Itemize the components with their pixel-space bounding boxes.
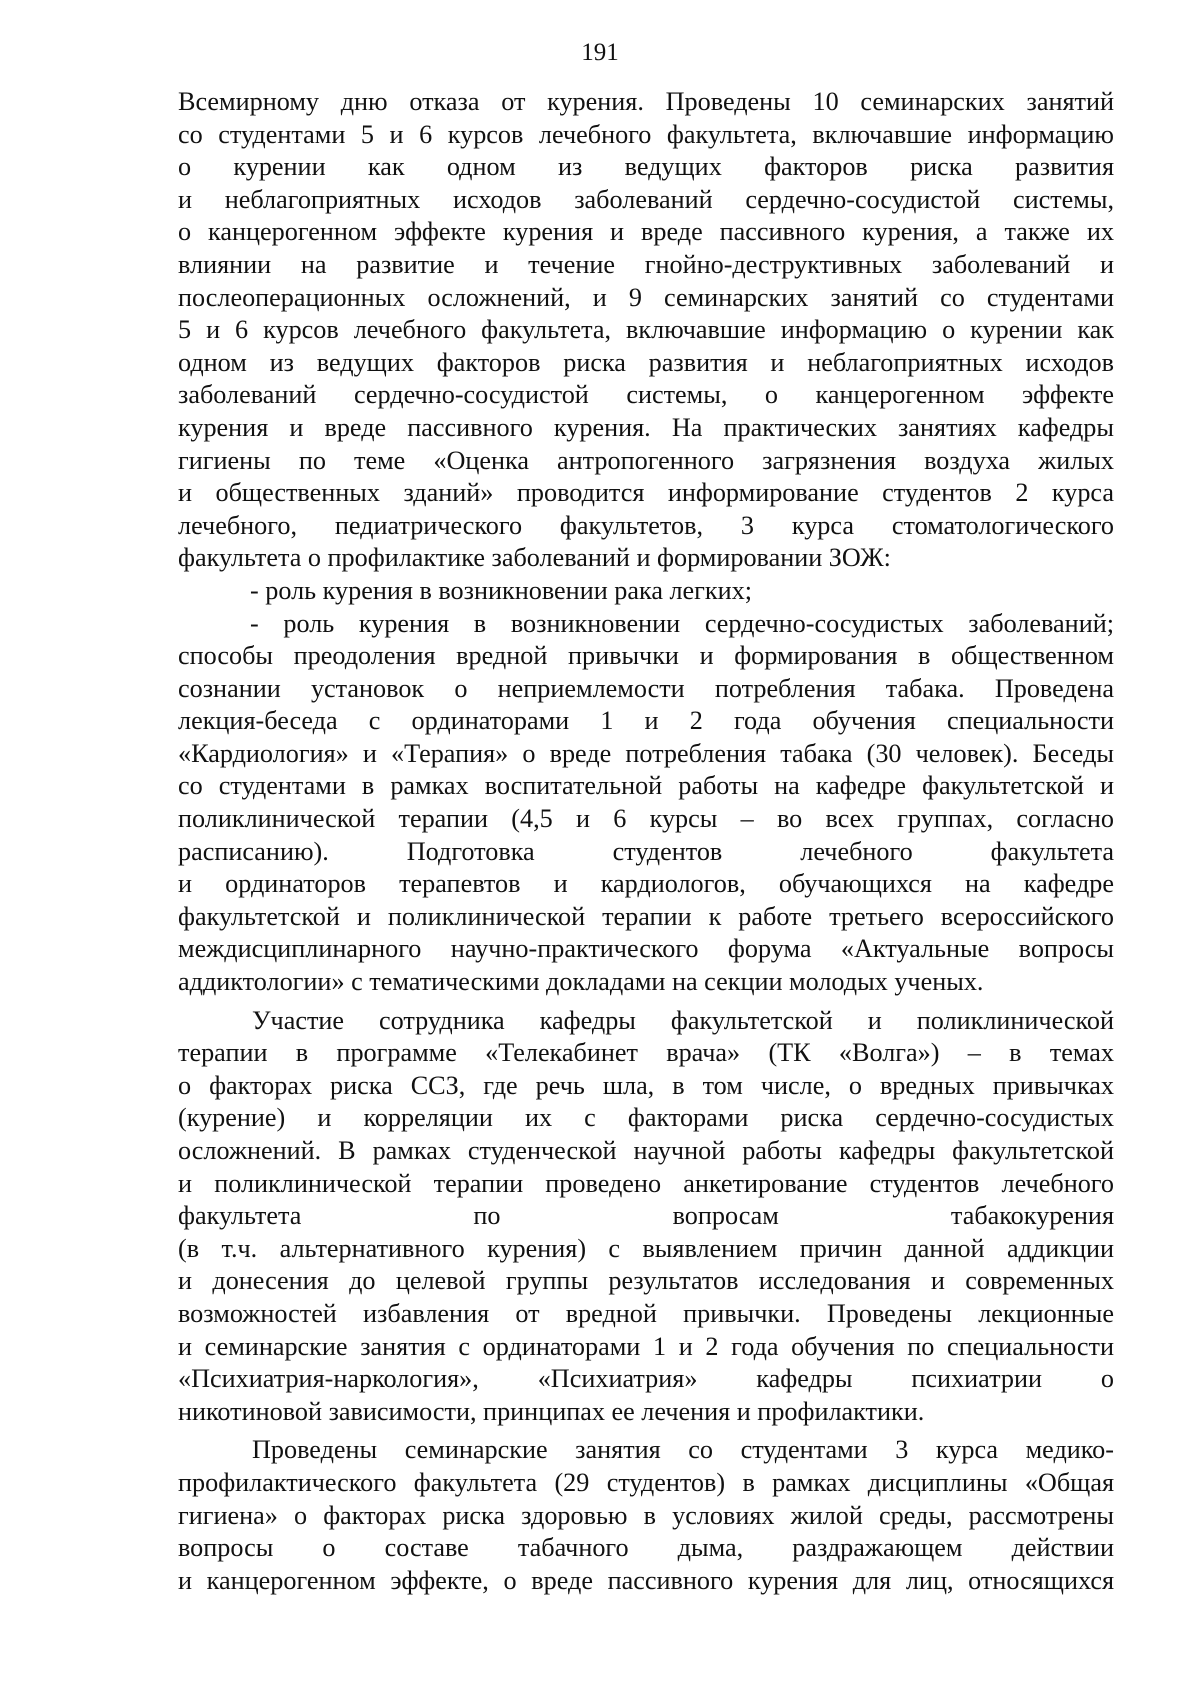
list-item: - роль курения в возникновении сердечно-сосудистых заболеваний; <box>250 608 1114 638</box>
text-line: Всемирному дню отказа от курения. Проведены 10 семинарских занятий <box>178 87 1114 116</box>
text-line: и донесения до целевой группы результатов исследования и современных <box>178 1266 1114 1296</box>
text-line: о факторах риска ССЗ, где речь шла, в том числе, о вредных привычках <box>178 1070 1114 1100</box>
paragraph-first-line: Участие сотрудника кафедры факультетской и поликлинической <box>252 1005 1114 1035</box>
text-line: гигиены по теме «Оценка антропогенного загрязнения воздуха жилых <box>178 445 1114 475</box>
text-line: одном из ведущих факторов риска развития и неблагоприятных исходов <box>178 347 1114 377</box>
text-line: заболеваний сердечно-сосудистой системы, о канцерогенном эффекте <box>178 380 1114 410</box>
text-line: «Психиатрия-наркология», «Психиатрия» кафедры психиатрии о <box>178 1364 1114 1394</box>
list-item: - роль курения в возникновении рака легких; <box>250 575 753 605</box>
text-line: влиянии на развитие и течение гнойно-деструктивных заболеваний и <box>178 249 1114 279</box>
text-line: (курение) и корреляции их с факторами риска сердечно-сосудистых <box>178 1103 1114 1133</box>
text-line: лекция-беседа с ординаторами 1 и 2 года обучения специальности <box>178 706 1114 736</box>
text-line: аддиктологии» с тематическими докладами на секции молодых ученых. <box>178 967 984 997</box>
text-line: и общественных зданий» проводится информирование студентов 2 курса <box>178 478 1114 508</box>
text-line: факультета по вопросам табакокурения <box>178 1201 1114 1231</box>
page-number: 191 <box>581 39 619 66</box>
text-line: курения и вреде пассивного курения. На практических занятиях кафедры <box>178 412 1114 442</box>
text-line: вопросы о составе табачного дыма, раздражающем действии <box>178 1533 1114 1563</box>
text-line: осложнений. В рамках студенческой научной работы кафедры факультетской <box>178 1136 1114 1165</box>
text-line: и ординаторов терапевтов и кардиологов, обучающихся на кафедре <box>178 869 1114 899</box>
text-line: способы преодоления вредной привычки и формирования в общественном <box>178 641 1114 671</box>
text-line: профилактического факультета (29 студентов) в рамках дисциплины «Общая <box>178 1467 1114 1497</box>
text-line: и канцерогенном эффекте, о вреде пассивного курения для лиц, относящихся <box>178 1565 1114 1595</box>
text-line: и неблагоприятных исходов заболеваний сердечно-сосудистой системы, <box>178 184 1114 214</box>
text-line: 5 и 6 курсов лечебного факультета, включавшие информацию о курении как <box>178 315 1114 345</box>
text-line: послеоперационных осложнений, и 9 семинарских занятий со студентами <box>178 282 1114 312</box>
text-line: (в т.ч. альтернативного курения) с выявлением причин данной аддикции <box>178 1233 1114 1263</box>
text-line: о курении как одном из ведущих факторов риска развития <box>178 152 1114 182</box>
text-line: терапии в программе «Телекабинет врача» (ТК «Волга») – в темах <box>178 1038 1114 1068</box>
text-line: междисциплинарного научно-практического форума «Актуальные вопросы <box>178 934 1114 964</box>
body-text <box>178 86 1114 1597</box>
text-line: и семинарские занятия с ординаторами 1 и 2 года обучения по специальности <box>178 1331 1114 1361</box>
text-line: гигиена» о факторах риска здоровью в условиях жилой среды, рассмотрены <box>178 1500 1114 1530</box>
paragraph-first-line: Проведены семинарские занятия со студентами 3 курса медико- <box>252 1435 1114 1465</box>
text-line: и поликлинической терапии проведено анкетирование студентов лечебного <box>178 1168 1114 1198</box>
text-line: факультета о профилактике заболеваний и формировании ЗОЖ: <box>178 543 891 573</box>
text-line: факультетской и поликлинической терапии к работе третьего всероссийского <box>178 901 1114 931</box>
text-line: со студентами 5 и 6 курсов лечебного факультета, включавшие информацию <box>178 119 1114 149</box>
text-line: сознании установок о неприемлемости потребления табака. Проведена <box>178 673 1114 703</box>
text-line: лечебного, педиатрического факультетов, 3 курса стоматологического <box>178 510 1114 540</box>
text-line: о канцерогенном эффекте курения и вреде пассивного курения, а также их <box>178 217 1114 247</box>
text-line: «Кардиология» и «Терапия» о вреде потребления табака (30 человек). Беседы <box>178 738 1114 768</box>
text-line: поликлинической терапии (4,5 и 6 курсы – во всех группах, согласно <box>178 804 1114 834</box>
text-line: со студентами в рамках воспитательной работы на кафедре факультетской и <box>178 771 1114 801</box>
text-line: возможностей избавления от вредной привычки. Проведены лекционные <box>178 1298 1114 1328</box>
text-line: расписанию). Подготовка студентов лечебного факультета <box>178 836 1114 866</box>
text-line: никотиновой зависимости, принципах ее лечения и профилактики. <box>178 1396 925 1426</box>
